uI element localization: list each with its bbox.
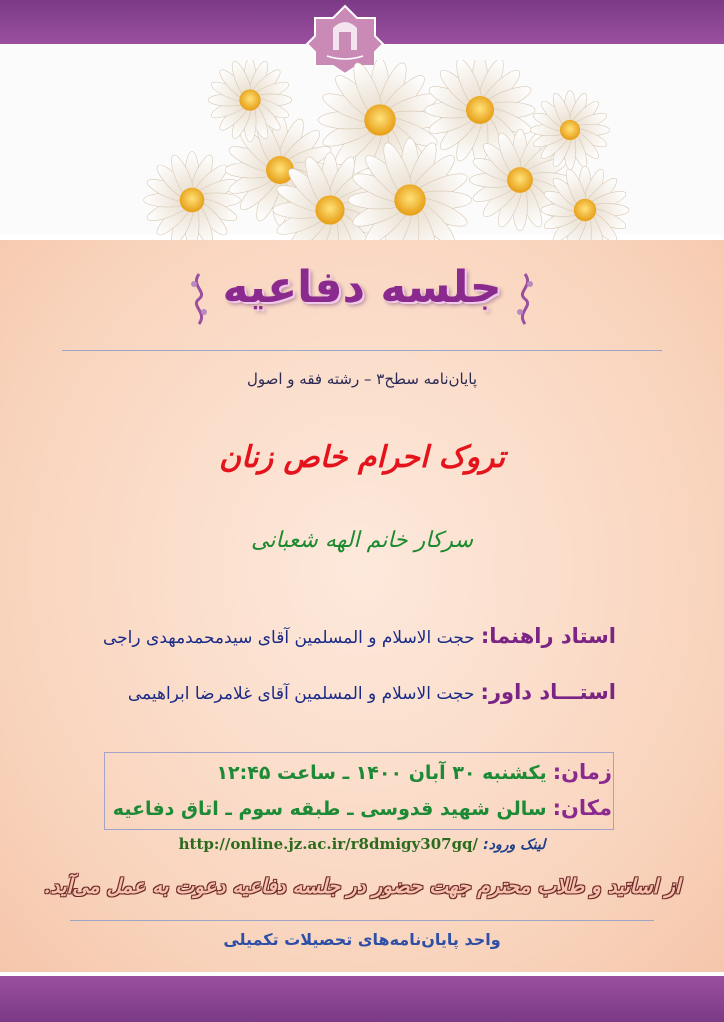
daisy-flowers-decoration bbox=[130, 60, 640, 240]
title-divider bbox=[62, 350, 662, 351]
footer-unit-name: واحد پایان‌نامه‌های تحصیلات تکمیلی bbox=[223, 930, 501, 949]
time-label: زمان: bbox=[552, 760, 612, 784]
place-row bbox=[113, 796, 612, 820]
referee-row bbox=[128, 680, 616, 704]
thesis-title: تروک احرام خاص زنان bbox=[219, 440, 505, 475]
degree-subtitle: پایان‌نامه سطح۳ – رشته فقه و اصول bbox=[246, 370, 478, 388]
link-row bbox=[0, 834, 724, 853]
advisor-name: حجت الاسلام و المسلمین آقای سیدمحمدمهدی راجی bbox=[103, 628, 475, 648]
advisor-label: استاد راهنما: bbox=[480, 624, 616, 648]
time-value: یکشنبه ۳۰ آبان ۱۴۰۰ ـ ساعت ۱۲:۴۵ bbox=[216, 762, 547, 784]
time-row bbox=[216, 760, 612, 784]
advisor-row bbox=[103, 624, 616, 648]
place-label: مکان: bbox=[552, 796, 612, 820]
bottom-purple-band bbox=[0, 976, 724, 1022]
page-title: جلسه دفاعیه bbox=[222, 262, 502, 313]
footer-divider bbox=[70, 920, 654, 921]
online-link[interactable]: http://online.jz.ac.ir/r8dmigy307gq/ bbox=[178, 835, 479, 853]
place-value: سالن شهید قدوسی ـ طبقه سوم ـ اتاق دفاعیه bbox=[112, 798, 547, 820]
referee-label: استـــاد داور: bbox=[480, 680, 616, 704]
student-name: سرکار خانم الهه شعبانی bbox=[250, 528, 474, 553]
link-label: :لینک ورود bbox=[483, 837, 546, 853]
referee-name: حجت الاسلام و المسلمین آقای غلامرضا ابراهیمی bbox=[127, 684, 475, 704]
invitation-text: از اساتید و طلاب محترم جهت حضور در جلسه دفاعیه دعوت به عمل می‌آید. bbox=[43, 874, 681, 898]
